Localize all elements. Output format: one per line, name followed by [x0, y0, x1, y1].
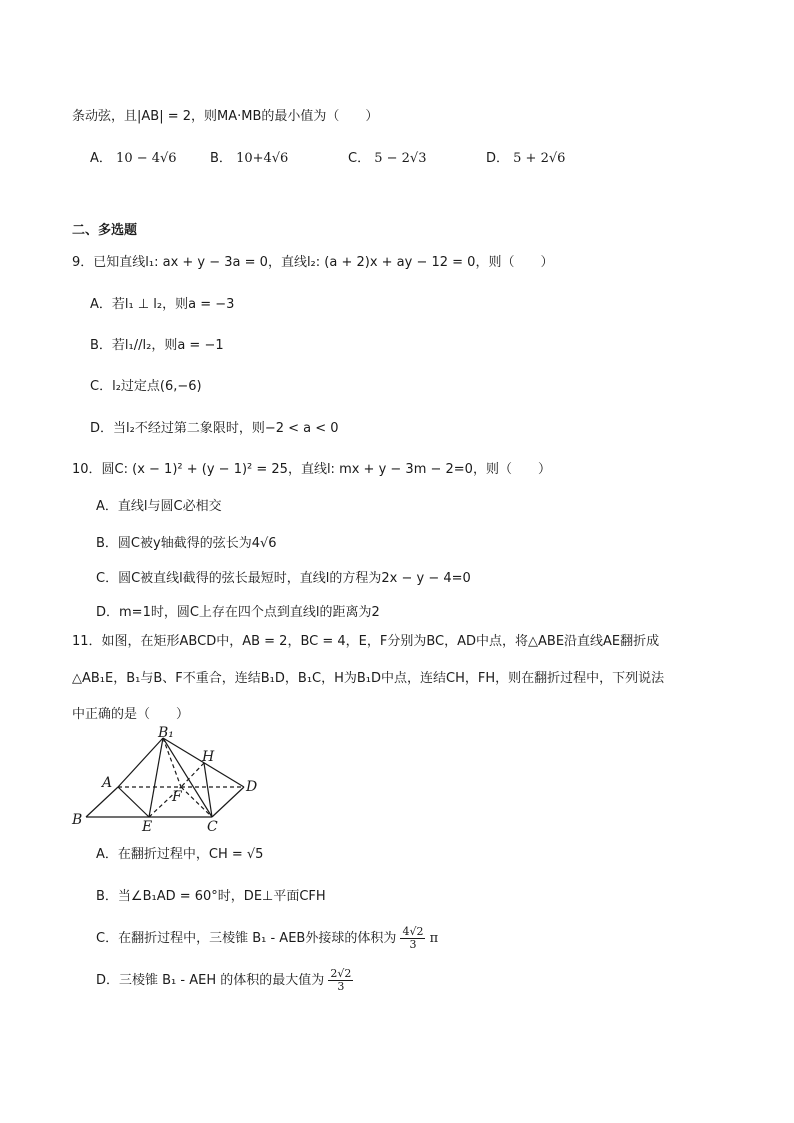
q8-option-a-value: 10 − 4√6 — [116, 151, 177, 166]
edge-HF — [181, 763, 204, 787]
label-D: D — [246, 779, 258, 795]
edge-CD — [212, 787, 244, 817]
q11-option-b: B．当∠B₁AD = 60°时，DE⊥平面CFH — [96, 889, 326, 904]
q8-option-b — [210, 150, 288, 168]
q9-option-b: B．若l₁//l₂，则a = −1 — [90, 338, 224, 353]
label-E: E — [142, 819, 153, 835]
q10-stem: 10．圆C: (x − 1)² + (y − 1)² = 25，直线l: mx + y − 3m − 2=0，则（ ） — [72, 462, 551, 477]
label-C: C — [207, 819, 218, 835]
q11-option-c — [96, 922, 438, 956]
label-F: F — [172, 789, 182, 805]
q8-option-d — [486, 150, 565, 168]
edge-B1A — [118, 738, 163, 787]
q11-option-c-pi: π — [429, 931, 439, 946]
q9-option-c: C．l₂过定点(6,−6) — [90, 379, 202, 394]
q8-option-b-value: 10+4√6 — [236, 151, 289, 166]
q11-option-d — [96, 964, 353, 998]
q8-option-a-label: A． — [90, 151, 112, 166]
edge-HC — [204, 763, 212, 817]
q9-stem: 9．已知直线l₁: ax + y − 3a = 0，直线l₂: (a + 2)x + ay − 12 = 0，则（ ） — [72, 255, 554, 270]
q8-option-a — [90, 150, 177, 168]
q8-option-c — [348, 150, 426, 168]
q8-option-b-label: B． — [210, 151, 232, 166]
q11-option-d-fraction — [328, 968, 353, 993]
q8-option-d-label: D． — [486, 151, 510, 166]
q11-option-a: A．在翻折过程中，CH = √5 — [96, 847, 264, 862]
q11-option-d-denominator: 3 — [337, 980, 345, 993]
edge-AE — [118, 787, 149, 817]
q10-option-c: C．圆C被直线l截得的弦长最短时，直线l的方程为2x − y − 4=0 — [96, 571, 471, 586]
folded-rectangle-figure — [66, 726, 266, 836]
q10-option-a: A．直线l与圆C必相交 — [96, 499, 222, 514]
q8-option-d-value: 5 + 2√6 — [513, 151, 566, 166]
q11-option-c-fraction — [400, 926, 425, 951]
q11-stem-line-1: 11．如图，在矩形ABCD中，AB = 2，BC = 4，E，F分别为BC，AD中点，将△ABE沿直线AE翻折成 — [72, 634, 660, 649]
q9-option-d: D．当l₂不经过第二象限时，则−2 < a < 0 — [90, 421, 339, 436]
q8-stem: 条动弦，且|AB| = 2，则MA·MB的最小值为（ ） — [72, 109, 379, 124]
q11-option-c-denominator: 3 — [409, 938, 417, 951]
q9-option-a: A．若l₁ ⊥ l₂，则a = −3 — [90, 297, 235, 312]
section-title: 二、多选题 — [72, 223, 138, 238]
label-B1: B₁ — [158, 726, 174, 741]
q11-option-d-text: D．三棱锥 B₁ - AEH 的体积的最大值为 — [96, 973, 325, 988]
q8-option-c-value: 5 − 2√3 — [374, 151, 427, 166]
q10-option-b: B．圆C被y轴截得的弦长为4√6 — [96, 536, 277, 551]
q8-option-c-label: C． — [348, 151, 371, 166]
q10-option-d: D．m=1时，圆C上存在四个点到直线l的距离为2 — [96, 605, 380, 620]
edge-BA — [86, 787, 118, 817]
label-B: B — [72, 812, 83, 828]
q11-option-c-text: C．在翻折过程中，三棱锥 B₁ - AEB外接球的体积为 — [96, 931, 397, 946]
label-H: H — [202, 749, 215, 765]
q11-option-d-numerator: 2√2 — [330, 967, 352, 980]
q11-option-c-numerator: 4√2 — [402, 925, 424, 938]
q11-stem-line-3: 中正确的是（ ） — [72, 707, 190, 722]
q11-stem-line-2: △AB₁E，B₁与B、F不重合，连结B₁D，B₁C，H为B₁D中点，连结CH，FH，则在翻折过程中，下列说法 — [72, 671, 665, 686]
label-A: A — [102, 775, 113, 791]
